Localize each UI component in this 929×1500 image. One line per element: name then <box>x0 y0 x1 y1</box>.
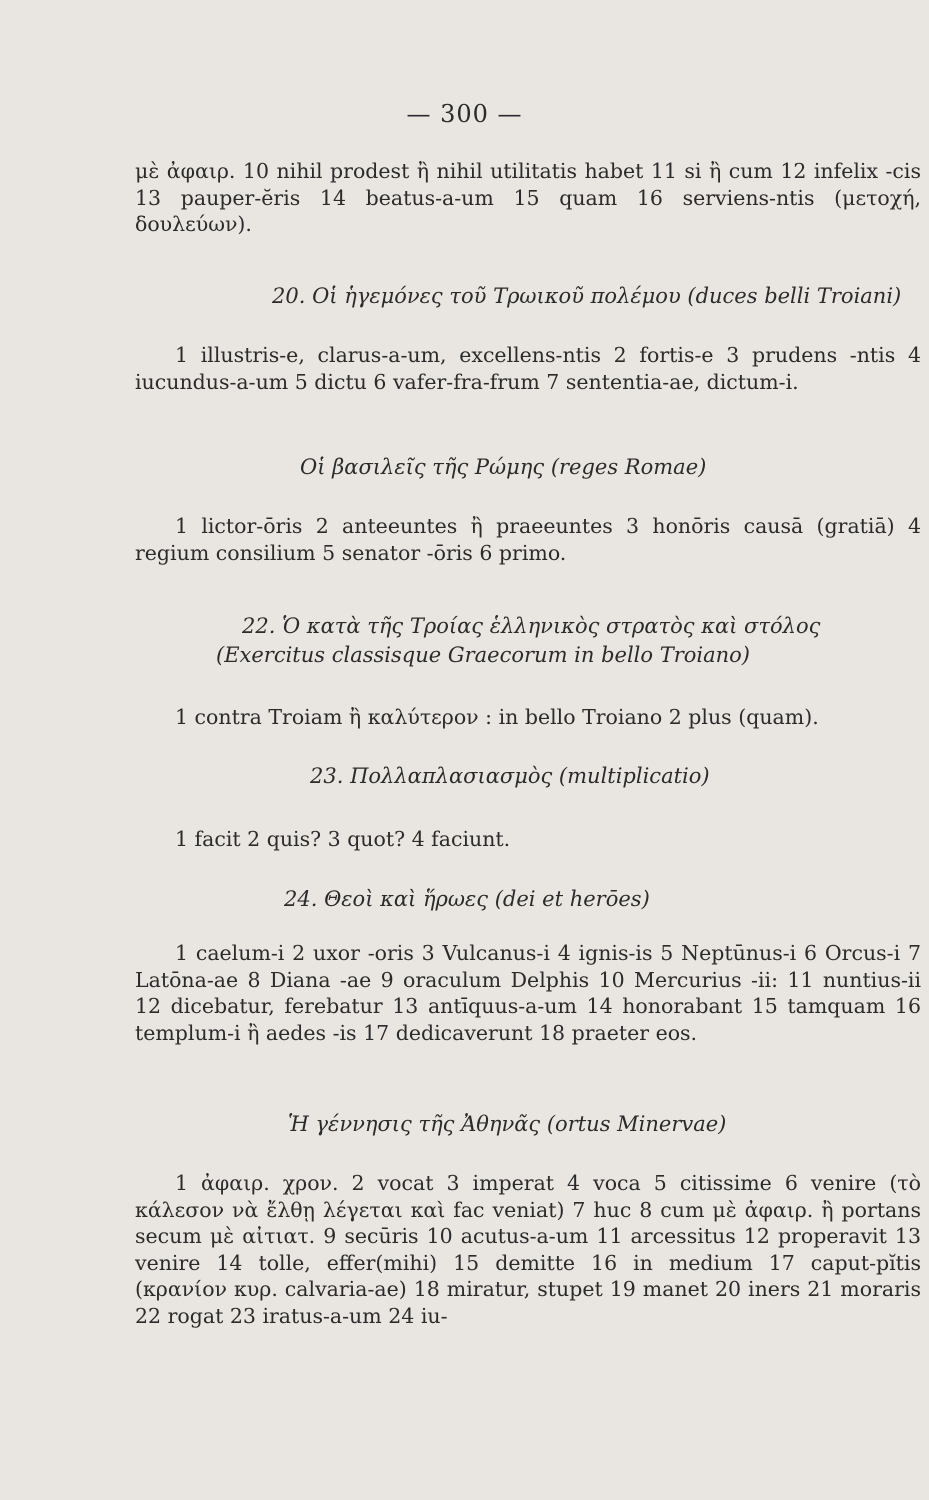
heading-22-greek: 22. Ὁ κατὰ τῆς Τροίας ἑλληνικὸς στρατὸς καὶ στόλος <box>242 614 821 638</box>
paragraph-22: 1 contra Troiam ἢ καλύτερον : in bello Troiano 2 plus (quam). <box>175 705 819 729</box>
paragraph-25: 1 ἀφαιρ. χρον. 2 vocat 3 imperat 4 voca 5 citissime 6 venire (τὸ κάλεσον νὰ ἔλθῃ λέγεται καὶ fac veniat) 7 huc 8 cum μὲ ἀφαιρ. ἢ portans secum μὲ αἰτιατ. 9 secūris 10 acutus-a-um 11 arcessitus 12 properavit 13 venire 14 tolle, effer(mihi) 15 demitte 16 in medium 17 caput-pĭtis (κρανίον κυρ. calvaria-ae) 18 miratur, stupet 19 manet 20 iners 21 moraris 22 rogat 23 iratus-a-um 24 iu- <box>135 1171 921 1328</box>
paragraph-20: 1 illustris-e, clarus-a-um, excellens-ntis 2 fortis-e 3 prudens -ntis 4 iucundus-a-um 5 dictu 6 vafer-fra-frum 7 sententia-ae, dictum-i. <box>135 343 921 394</box>
heading-25: Ἡ γέννησις τῆς Ἀθηνᾶς (ortus Minervae) <box>288 1112 727 1136</box>
heading-23: 23. Πολλαπλασιασμὸς (multiplicatio) <box>310 764 710 788</box>
heading-24: 24. Θεοὶ καὶ ἥρωες (dei et herōes) <box>284 887 650 911</box>
paragraph-23: 1 facit 2 quis? 3 quot? 4 faciunt. <box>175 827 511 851</box>
heading-21: Οἱ βασιλεῖς τῆς Ρώμης (reges Romae) <box>300 455 707 479</box>
heading-22-latin: (Exercitus classisque Graecorum in bello Troiano) <box>216 643 750 667</box>
page-number: — 300 — <box>406 100 523 128</box>
paragraph-21: 1 lictor-ōris 2 anteeuntes ἢ praeeuntes 3 honōris causā (gratiā) 4 regium consilium 5 senator -ōris 6 primo. <box>135 514 921 565</box>
heading-20: 20. Οἱ ἡγεμόνες τοῦ Τρωικοῦ πολέμου (duces belli Troiani) <box>272 284 902 308</box>
intro-paragraph: μὲ ἀφαιρ. 10 nihil prodest ἢ nihil utilitatis habet 11 si ἢ cum 12 infelix -cis 13 pauper-ĕris 14 beatus-a-um 15 quam 16 serviens-ntis (μετοχή, δουλεύων). <box>135 159 921 236</box>
paragraph-24: 1 caelum-i 2 uxor -oris 3 Vulcanus-i 4 ignis-is 5 Neptūnus-i 6 Orcus-i 7 Latōna-ae 8 Diana -ae 9 oraculum Delphis 10 Mercurius -ii: 11 nuntius-ii 12 dicebatur, ferebatur 13 antīquus-a-um 14 honorabant 15 tamquam 16 templum-i ἢ aedes -is 17 dedicaverunt 18 praeter eos. <box>135 941 921 1045</box>
